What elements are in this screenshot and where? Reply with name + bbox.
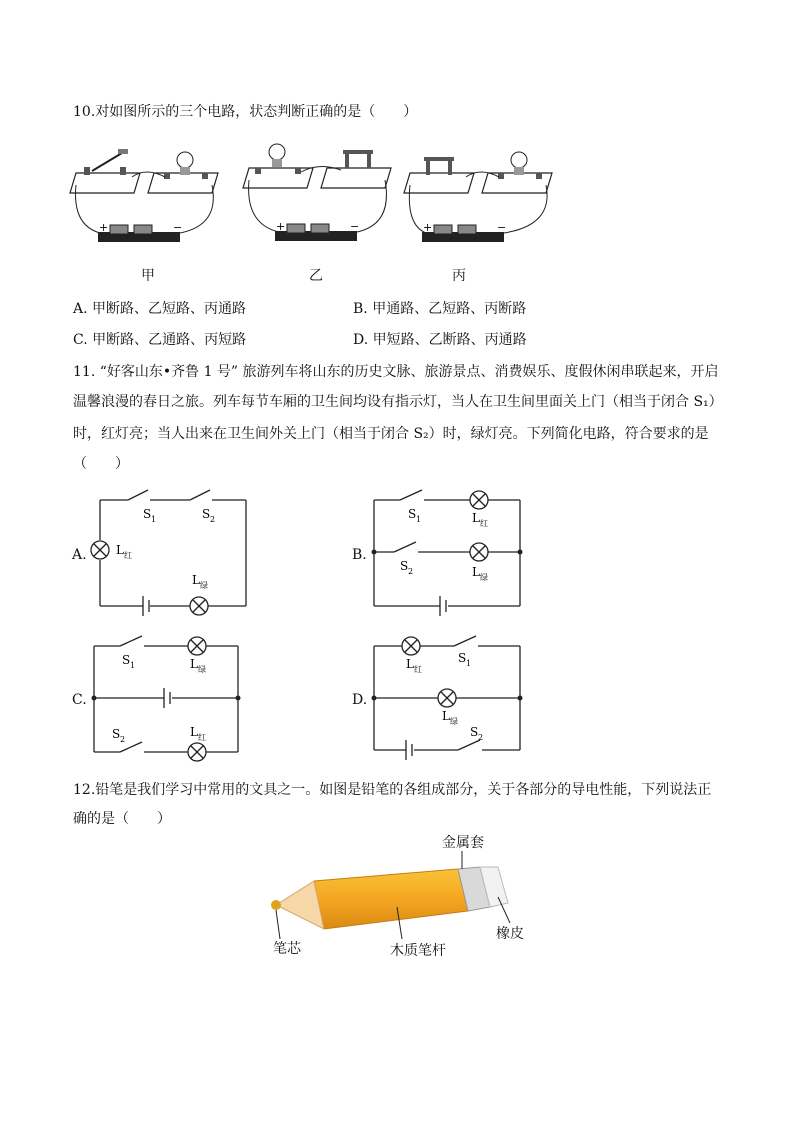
q12-stem-line1: 12.铅笔是我们学习中常用的文具之一。如图是铅笔的各组成部分，关于各部分的导电性能，下列说法正 [73,782,712,798]
svg-text:绿: 绿 [480,573,488,582]
circuit-jia-figure [70,145,220,250]
q11-stem-line3: 时，红灯亮；当人出来在卫生间外关上门（相当于闭合 S₂）时，绿灯亮。下列简化电路，符合要求的是 [73,426,709,442]
svg-text:绿: 绿 [450,717,458,726]
pencil-ferrule-label: 金属套 [442,835,484,851]
pencil-eraser-label: 橡皮 [496,926,524,942]
q11-option-c-label[interactable]: C. [72,692,87,708]
circuit-label-jia: 甲 [141,268,155,284]
svg-text:1: 1 [416,515,422,524]
svg-text:L: L [192,573,200,587]
q12-stem-line2: 确的是（ ） [73,811,171,827]
svg-text:红: 红 [480,519,488,528]
q10-option-c[interactable]: C. 甲断路、乙通路、丙短路 [73,332,247,348]
q11-circuit-a [88,488,258,613]
svg-text:绿: 绿 [200,581,208,590]
svg-text:L: L [190,657,198,671]
svg-text:2: 2 [210,515,216,524]
q10-option-b[interactable]: B. 甲通路、乙短路、丙断路 [353,301,527,317]
svg-text:2: 2 [408,567,414,576]
q11-circuit-c [88,634,248,759]
q11-stem-line4: （ ） [73,456,129,472]
pencil-figure [262,855,522,955]
svg-text:S: S [112,727,121,741]
svg-text:S: S [143,507,152,521]
q11-stem-line1: 11. “好客山东•齐鲁 1 号” 旅游列车将山东的历史文脉、旅游景点、消费娱乐、度假休闲串联起来，开启 [73,364,719,380]
svg-text:L: L [472,511,480,525]
svg-text:L: L [442,709,450,723]
svg-text:S: S [202,507,211,521]
svg-text:1: 1 [130,661,136,670]
svg-text:红: 红 [198,733,206,742]
svg-text:L: L [406,657,414,671]
svg-text:L: L [116,543,124,557]
svg-text:S: S [400,559,409,573]
q11-option-b-label[interactable]: B. [352,547,367,563]
svg-text:+: + [276,220,286,233]
q11-stem-line2: 温馨浪漫的春日之旅。列车每节车厢的卫生间均设有指示灯，当人在卫生间里面关上门（相当于闭合 S₁） [73,394,723,410]
svg-text:S: S [122,653,131,667]
svg-text:1: 1 [151,515,157,524]
svg-text:L: L [472,565,480,579]
q10-stem: 10.对如图所示的三个电路，状态判断正确的是（ ） [73,104,418,120]
svg-text:+: + [423,221,433,234]
pencil-body-label: 木质笔杆 [390,943,446,959]
svg-text:红: 红 [124,551,132,560]
svg-text:1: 1 [466,659,472,668]
q10-option-d[interactable]: D. 甲短路、乙断路、丙通路 [353,332,527,348]
circuit-bing-figure [404,145,559,250]
q11-option-d-label[interactable]: D. [352,692,368,708]
svg-text:S: S [470,725,479,739]
svg-text:S: S [458,651,467,665]
svg-text:−: − [173,221,183,234]
q10-option-a[interactable]: A. 甲断路、乙短路、丙通路 [73,301,247,317]
svg-text:−: − [350,220,360,233]
svg-text:2: 2 [120,735,126,744]
pencil-lead-label: 笔芯 [273,941,301,957]
q11-circuit-b [366,486,531,611]
svg-text:2: 2 [478,733,484,742]
circuit-yi-figure [243,140,398,245]
svg-text:−: − [497,221,507,234]
circuit-label-bing: 丙 [452,268,466,284]
svg-text:+: + [99,221,109,234]
svg-text:红: 红 [414,665,422,674]
q11-option-a-label[interactable]: A. [72,547,87,563]
q11-circuit-d [366,632,531,757]
svg-text:L: L [190,725,198,739]
svg-text:绿: 绿 [198,665,206,674]
svg-text:S: S [408,507,417,521]
circuit-label-yi: 乙 [309,268,323,284]
